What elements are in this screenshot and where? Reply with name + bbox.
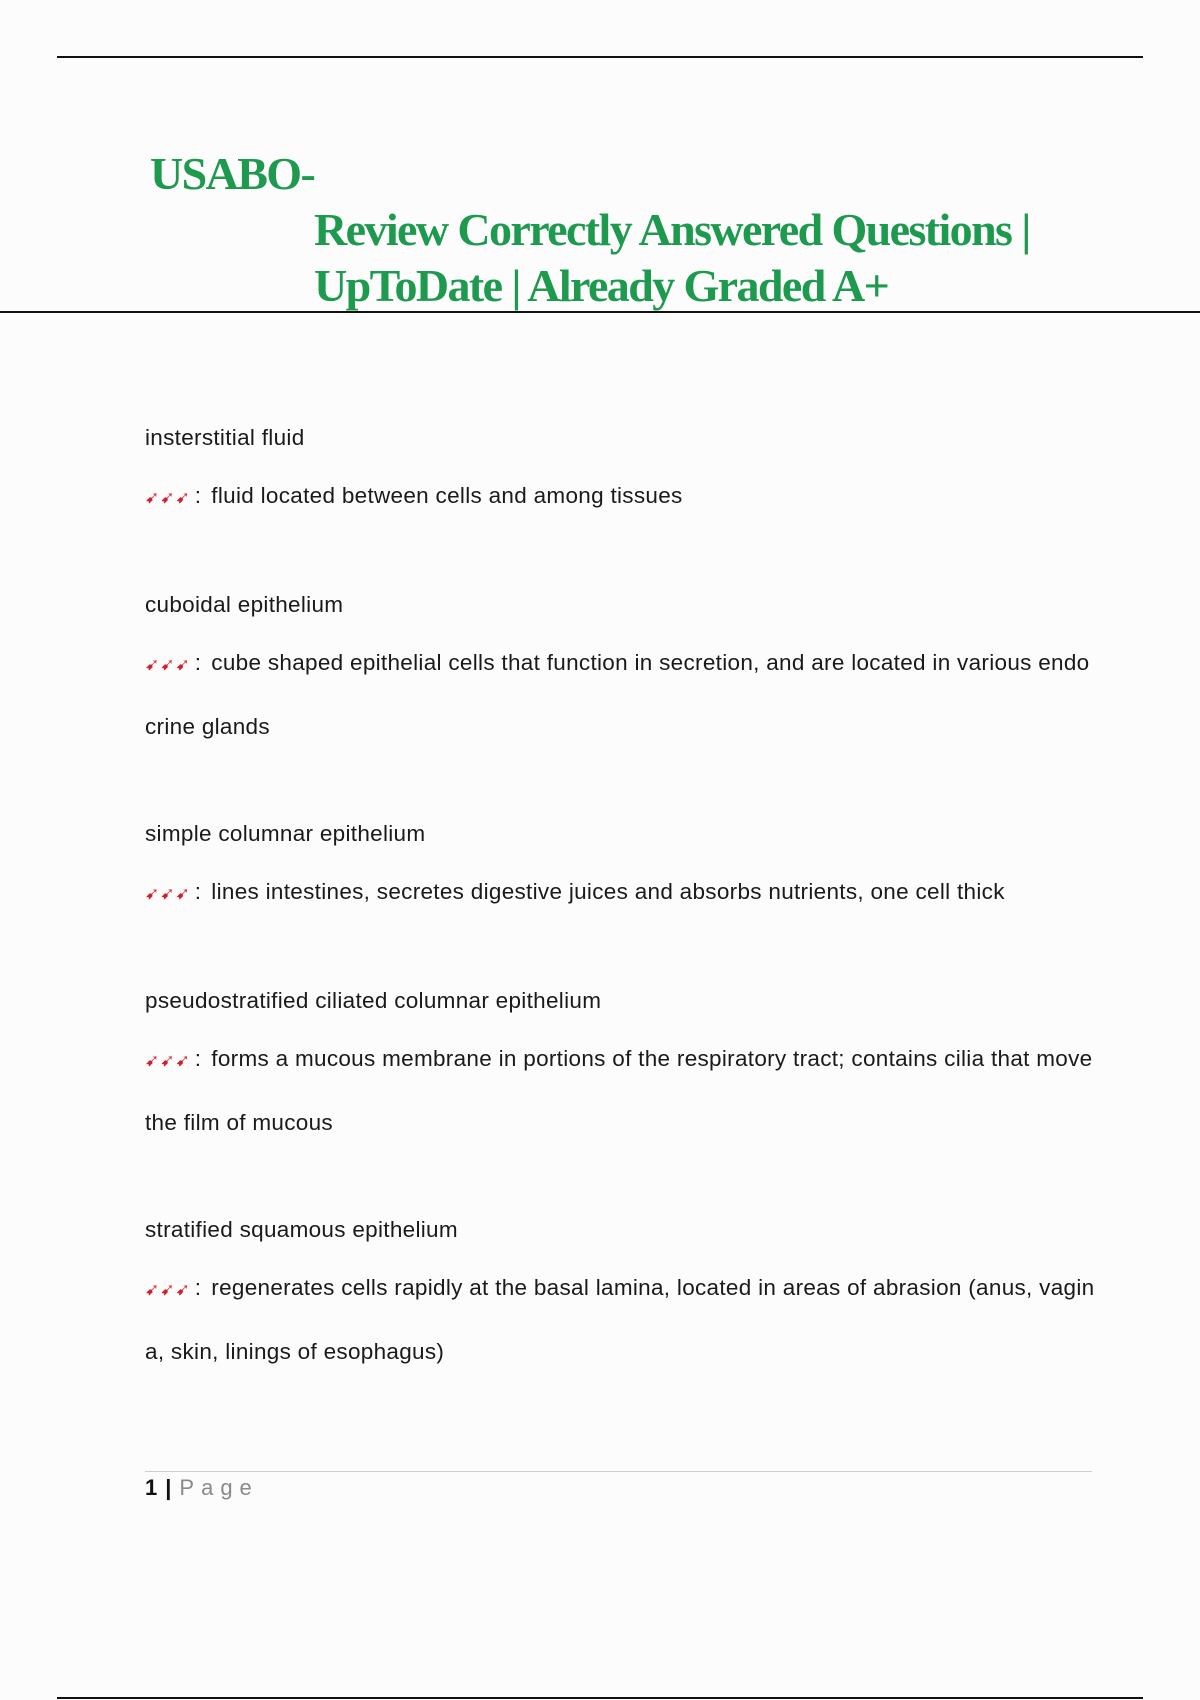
- title-divider: [0, 311, 1200, 313]
- qa-entry: [145, 1210, 1095, 1383]
- answer-text: regenerates cells rapidly at the basal lamina, located in areas of abrasion (anus, vagina, skin, linings of esophagus): [145, 1275, 1095, 1364]
- qa-entry: [145, 418, 1095, 529]
- answer-marker-icon: ➹➹➹: [145, 1051, 191, 1070]
- page-label: Page: [179, 1475, 259, 1500]
- question-term: insterstitial fluid: [145, 425, 305, 450]
- document-title-line-1: USABO-: [150, 148, 315, 199]
- question-term: pseudostratified ciliated columnar epithelium: [145, 988, 602, 1013]
- page-number: 1: [145, 1475, 158, 1500]
- answer-definition: [145, 465, 1095, 529]
- qa-list: [145, 418, 1095, 1439]
- page-footer: [145, 1473, 259, 1503]
- answer-separator: :: [194, 650, 202, 675]
- answer-marker-icon: ➹➹➹: [145, 488, 191, 507]
- answer-text: forms a mucous membrane in portions of the respiratory tract; contains cilia that move the film of mucous: [145, 1046, 1093, 1135]
- answer-definition: [145, 1257, 1095, 1383]
- top-rule: [57, 56, 1143, 58]
- answer-separator: :: [194, 1046, 202, 1071]
- answer-text: cube shaped epithelial cells that function in secretion, and are located in various endocrine glands: [145, 650, 1090, 739]
- answer-marker-icon: ➹➹➹: [145, 1280, 191, 1299]
- answer-marker-icon: ➹➹➹: [145, 884, 191, 903]
- answer-separator: :: [194, 879, 202, 904]
- document-title-line-2: Review Correctly Answered Questions |: [314, 204, 1030, 255]
- question-term: stratified squamous epithelium: [145, 1217, 458, 1242]
- answer-marker-icon: ➹➹➹: [145, 655, 191, 674]
- answer-separator: :: [194, 483, 202, 508]
- footer-divider: [145, 1471, 1092, 1472]
- qa-entry: [145, 981, 1095, 1154]
- question-term: cuboidal epithelium: [145, 592, 344, 617]
- answer-text: fluid located between cells and among tissues: [211, 483, 683, 508]
- qa-entry: [145, 814, 1095, 925]
- answer-definition: [145, 861, 1095, 925]
- question-term: simple columnar epithelium: [145, 821, 426, 846]
- answer-definition: [145, 632, 1095, 758]
- document-title-line-3: UpToDate | Already Graded A+: [314, 260, 889, 311]
- bottom-rule: [57, 1697, 1143, 1699]
- page-separator: |: [165, 1475, 172, 1500]
- answer-text: lines intestines, secretes digestive juices and absorbs nutrients, one cell thick: [211, 879, 1005, 904]
- answer-separator: :: [194, 1275, 202, 1300]
- answer-definition: [145, 1028, 1095, 1154]
- qa-entry: [145, 585, 1095, 758]
